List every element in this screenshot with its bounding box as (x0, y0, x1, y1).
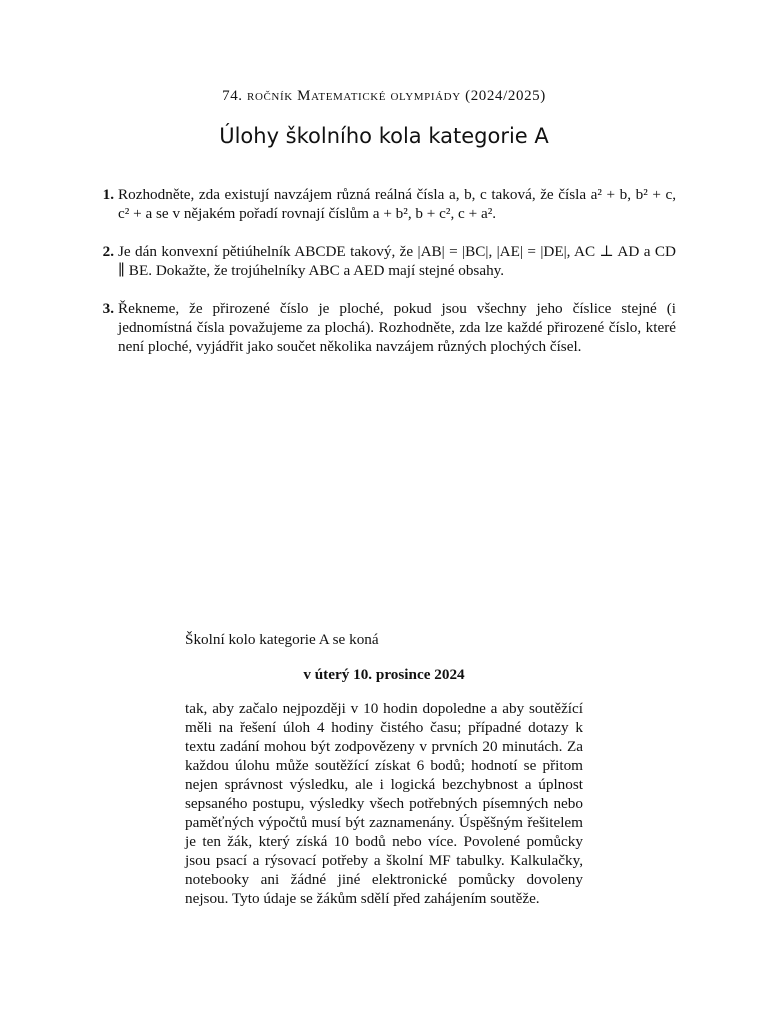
problem-item (92, 242, 676, 280)
problem-number: 1. (102, 186, 114, 203)
problem-text: Rozhodněte, zda existují navzájem různá reálná čísla a, b, c taková, že čísla a² + b, b² + c, c² + a se v nějakém pořadí rovnají číslům a + b², b + c², c + a². (118, 186, 676, 222)
problem-number: 2. (102, 243, 114, 260)
problem-list (92, 185, 676, 375)
problem-text: Řekneme, že přirozené číslo je ploché, pokud jsou všechny jeho číslice stejné (i jednomístná čísla považujeme za plochá). Rozhodněte, zda lze každé přirozené číslo, které není ploché, vyjádřit jako součet několika navzájem různých plochých čísel. (118, 300, 676, 355)
olympiad-subtitle: 74. ročník Matematické olympiády (2024/2025) (222, 88, 546, 104)
competition-date: v úterý 10. prosince 2024 (303, 666, 465, 683)
competition-info (185, 630, 583, 908)
problem-item (92, 299, 676, 356)
problem-number: 3. (102, 300, 114, 317)
info-body: tak, aby začalo nejpozději v 10 hodin dopoledne a aby soutěžící měli na řešení úloh 4 hodiny čistého času; případné dotazy k textu zadání mohou být zodpovězeny v prvních 20 minutách. Za každou úlohu může soutěžící získat 6 bodů; hodnotí se přitom nejen správnost výsledku, ale i logická bezchybnost a úplnost sepsaného postupu, výsledky všech potřebných písemných nebo paměťných výpočtů musí být zaznamenány. Úspěšným řešitelem je ten žák, který získá 10 bodů nebo více. Povolené pomůcky jsou psací a rýsovací potřeby a školní MF tabulky. Kalkulačky, notebooky ani žádné jiné elektronické pomůcky dovoleny nejsou. Tyto údaje se žákům sdělí před zahájením soutěže. (185, 700, 583, 907)
page-title: Úlohy školního kola kategorie A (219, 124, 549, 148)
info-intro: Školní kolo kategorie A se koná (185, 631, 379, 648)
problem-text: Je dán konvexní pětiúhelník ABCDE takový, že |AB| = |BC|, |AE| = |DE|, AC ⊥ AD a CD ∥ BE. Dokažte, že trojúhelníky ABC a AED mají stejné obsahy. (118, 243, 676, 279)
problem-item (92, 185, 676, 223)
